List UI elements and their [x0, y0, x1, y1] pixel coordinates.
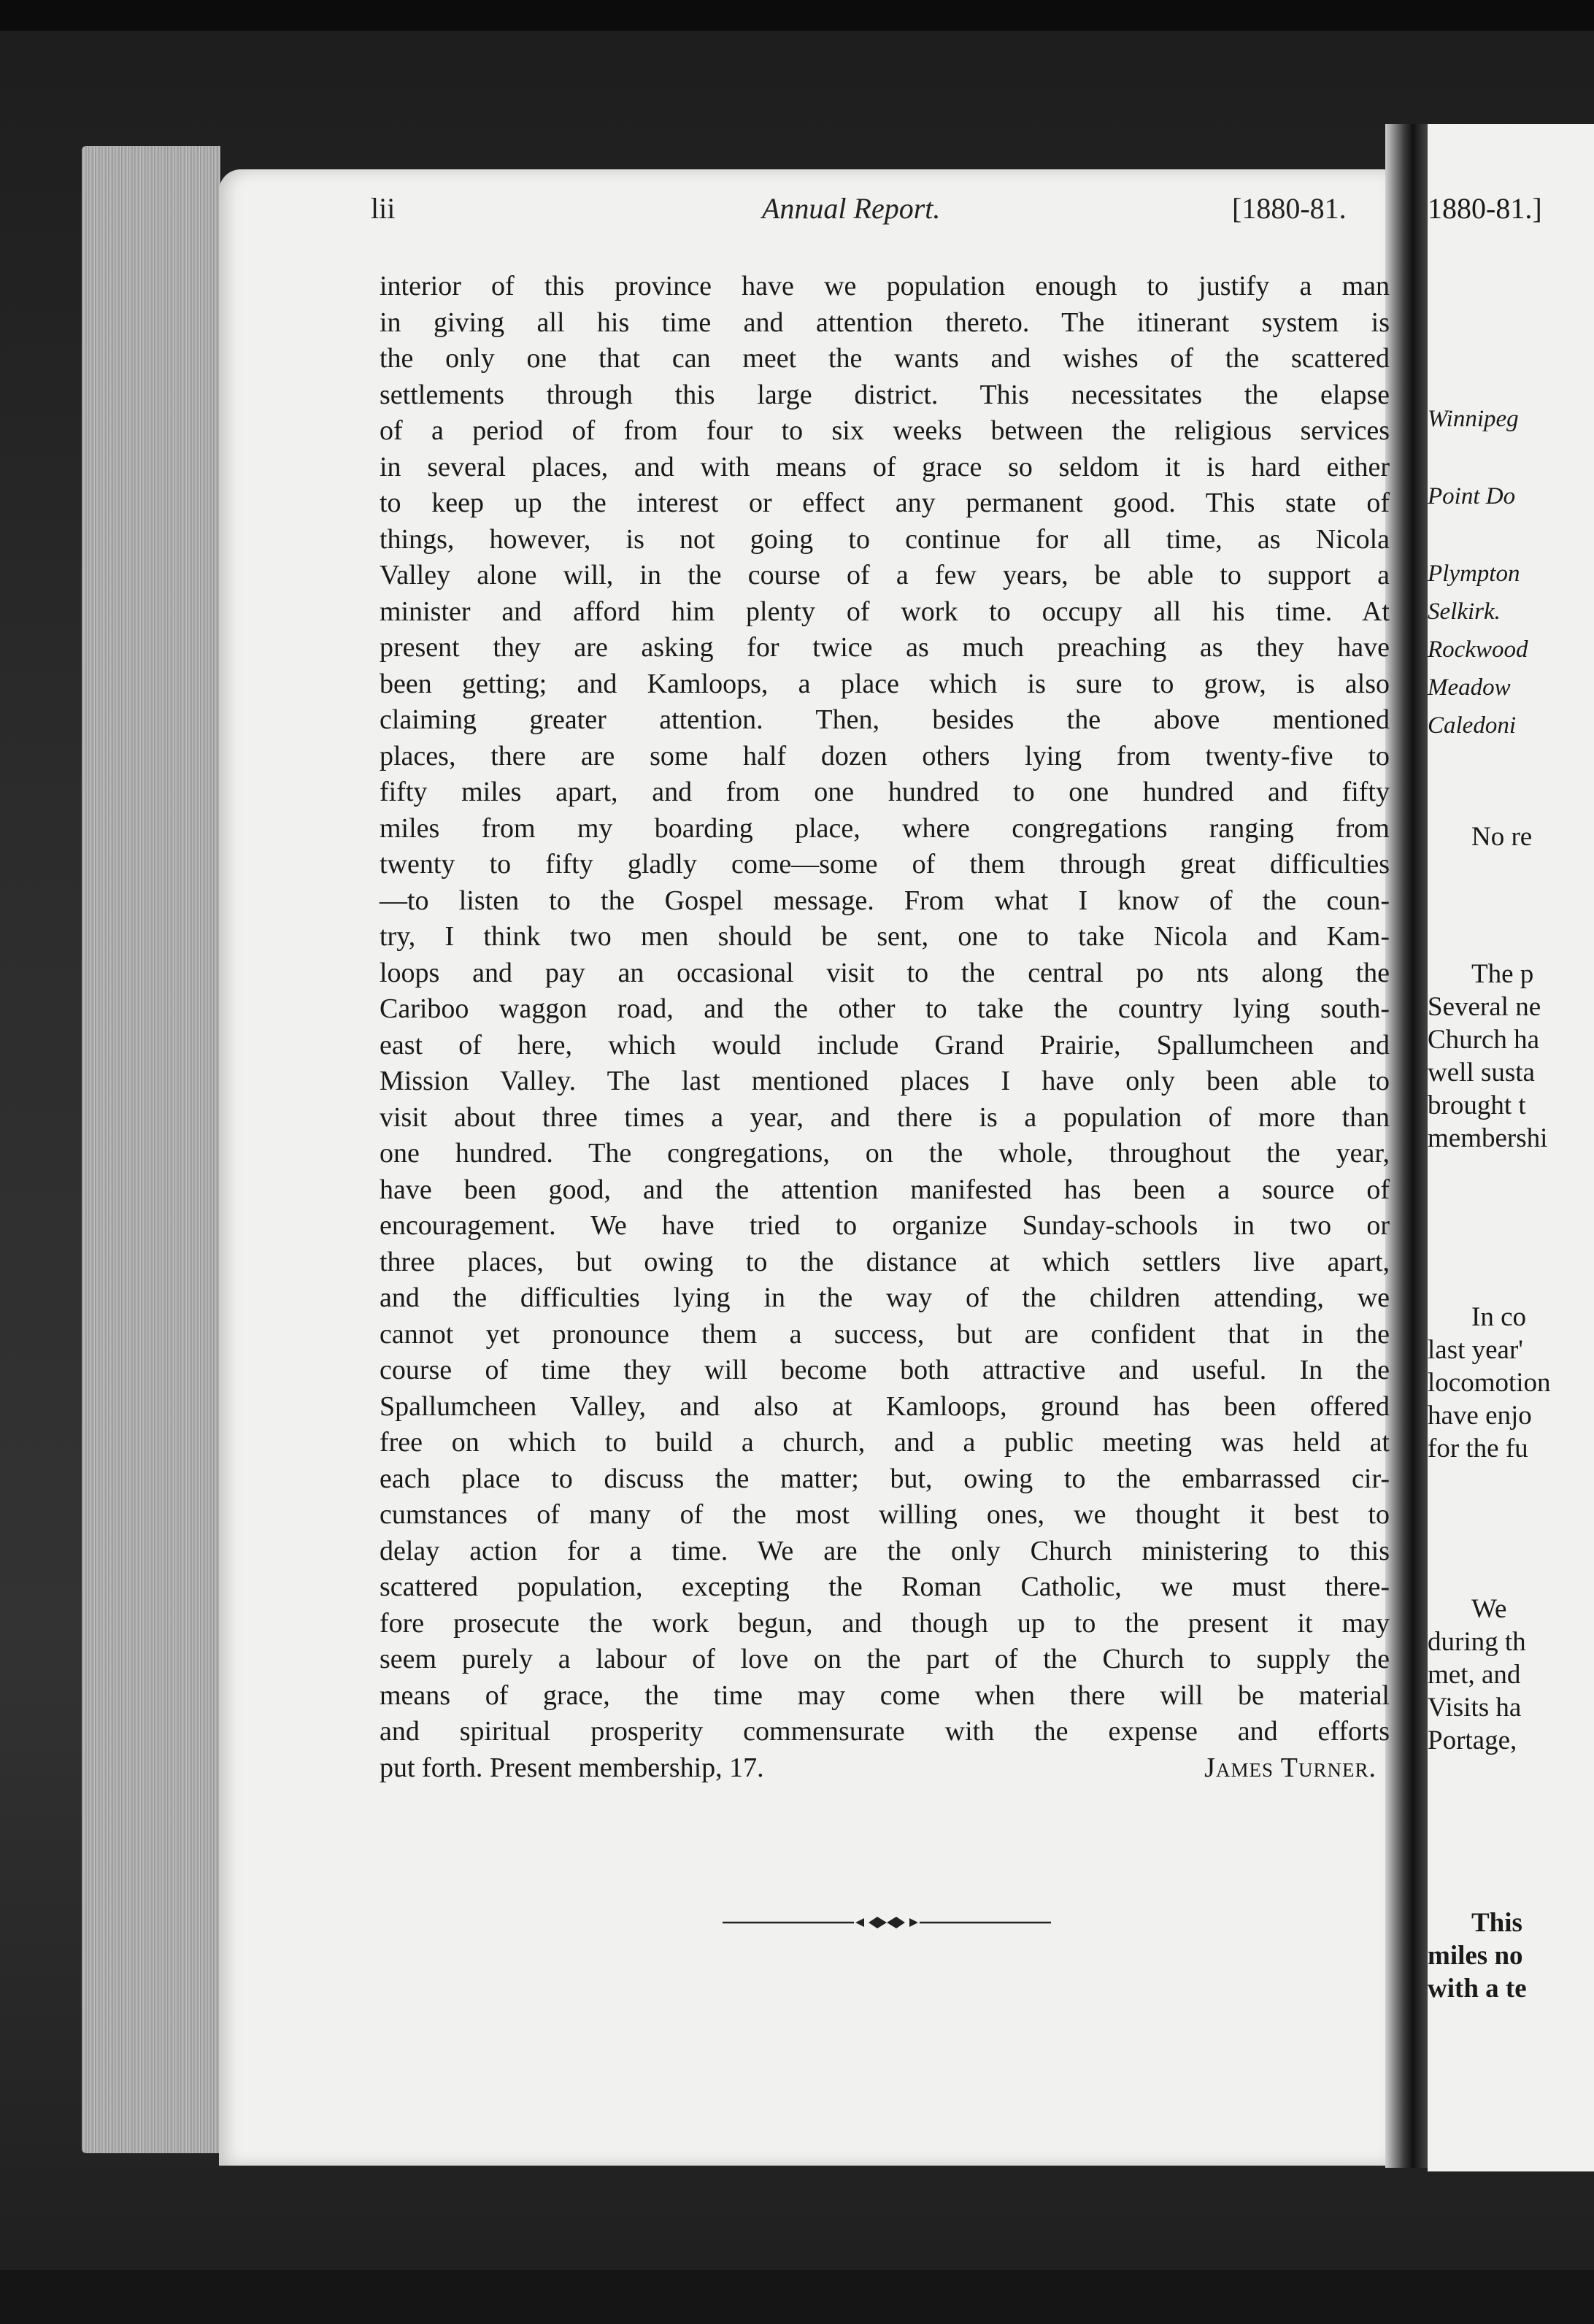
right-line: Church ha: [1428, 1025, 1540, 1055]
body-line: cumstances of many of the most willing ones, we thought it best to: [380, 1499, 1390, 1530]
body-line: means of grace, the time may come when there will be material: [380, 1679, 1390, 1711]
body-line: miles from my boarding place, where congregations ranging from: [380, 812, 1390, 844]
closing-text: put forth. Present membership, 17.: [380, 1752, 764, 1783]
page-folio: lii: [371, 192, 396, 225]
right-line: miles no: [1428, 1941, 1523, 1971]
body-line: encouragement. We have tried to organize Sunday-schools in two or: [380, 1210, 1390, 1241]
body-line: in several places, and with means of grace so seldom it is hard either: [380, 451, 1390, 482]
body-line: minister and afford him plenty of work to occupy all his time. At: [380, 596, 1390, 627]
right-line: This: [1471, 1908, 1522, 1938]
page-edges: [82, 146, 220, 2153]
body-line: have been good, and the attention manifested has been a source of: [380, 1174, 1390, 1205]
running-title: Annual Report.: [762, 192, 941, 225]
body-line: try, I think two men should be sent, one to take Nicola and Kam-: [380, 921, 1390, 952]
body-line: of a period of from four to six weeks between the religious services: [380, 415, 1390, 446]
body-line: interior of this province have we population enough to justify a man: [380, 271, 1390, 301]
right-line: membershi: [1428, 1123, 1548, 1153]
right-block-2: [1428, 1301, 1594, 1465]
running-year: [1880-81.: [1232, 192, 1347, 225]
body-line: —to listen to the Gospel message. From what I know of the coun-: [380, 885, 1390, 916]
body-line: Mission Valley. The last mentioned places I have only been able to: [380, 1066, 1390, 1096]
body-text: [380, 269, 1390, 1786]
body-line: each place to discuss the matter; but, owing to the embarrassed cir-: [380, 1463, 1390, 1494]
bottom-band: [0, 2270, 1594, 2324]
place-item: Meadow: [1428, 674, 1511, 701]
body-line: Cariboo waggon road, and the other to take the country lying south-: [380, 993, 1390, 1024]
right-page-head: 1880-81.]: [1428, 192, 1542, 225]
body-line: claiming greater attention. Then, besides the above mentioned: [380, 704, 1390, 735]
body-line: and the difficulties lying in the way of the children attending, we: [380, 1282, 1390, 1313]
place-item: Point Do: [1428, 483, 1516, 509]
body-line: present they are asking for twice as much preaching as they have: [380, 632, 1390, 663]
body-line: places, there are some half dozen others lying from twenty-five to: [380, 740, 1390, 772]
body-line: east of here, which would include Grand Prairie, Spallumcheen and: [380, 1029, 1390, 1061]
right-block-1: [1428, 958, 1594, 1155]
signature: James Turner.: [1204, 1752, 1377, 1783]
body-line: seem purely a labour of love on the part of the Church to supply the: [380, 1644, 1390, 1674]
right-line: with a te: [1428, 1974, 1527, 2004]
ornament-divider: [723, 1909, 1051, 1936]
right-line: Portage,: [1428, 1725, 1517, 1755]
body-line: delay action for a time. We are the only Church ministering to this: [380, 1535, 1390, 1566]
body-line: Spallumcheen Valley, and also at Kamloops, ground has been offered: [380, 1390, 1390, 1422]
right-block-4: [1428, 1906, 1594, 2005]
right-place-list: [1428, 400, 1594, 744]
body-line: the only one that can meet the wants and wishes of the scattered: [380, 343, 1390, 374]
place-item: Selkirk.: [1428, 599, 1501, 625]
body-line: course of time they will become both attractive and useful. In the: [380, 1355, 1390, 1385]
body-line: to keep up the interest or effect any permanent good. This state of: [380, 488, 1390, 518]
right-line: for the fu: [1428, 1434, 1528, 1463]
place-item: Winnipeg: [1428, 406, 1519, 432]
body-line: fore prosecute the work begun, and though up to the present it may: [380, 1607, 1390, 1639]
body-line: loops and pay an occasional visit to the central po nts along the: [380, 957, 1390, 988]
right-no-re: No re: [1471, 822, 1533, 852]
body-line: things, however, is not going to continue for all time, as Nicola: [380, 523, 1390, 555]
right-line: brought t: [1428, 1090, 1526, 1120]
place-item: Rockwood: [1428, 636, 1528, 663]
top-band: [0, 0, 1594, 31]
body-line: visit about three times a year, and there is a population of more than: [380, 1101, 1390, 1133]
right-line: Visits ha: [1428, 1693, 1522, 1723]
right-line: during th: [1428, 1627, 1526, 1657]
right-line: well susta: [1428, 1058, 1535, 1088]
body-line: twenty to fifty gladly come—some of them through great difficulties: [380, 849, 1390, 880]
place-item: Caledoni: [1428, 712, 1516, 739]
right-block-3: [1428, 1593, 1594, 1757]
right-line: We: [1471, 1594, 1507, 1624]
right-line: The p: [1471, 959, 1534, 989]
body-line: fifty miles apart, and from one hundred to one hundred and fifty: [380, 777, 1390, 807]
body-line: one hundred. The congregations, on the whole, throughout the year,: [380, 1138, 1390, 1169]
closing-line: [380, 1750, 1390, 1787]
body-line: settlements through this large district. This necessitates the elapse: [380, 379, 1390, 410]
body-line: three places, but owing to the distance at which settlers live apart,: [380, 1246, 1390, 1277]
body-line: Valley alone will, in the course of a few years, be able to support a: [380, 560, 1390, 590]
book-gutter: [1385, 124, 1428, 2168]
place-item: Plympton: [1428, 561, 1520, 587]
body-line: been getting; and Kamloops, a place which is sure to grow, is also: [380, 668, 1390, 699]
body-line: and spiritual prosperity commensurate with the expense and efforts: [380, 1716, 1390, 1747]
right-line: locomotion: [1428, 1368, 1551, 1398]
right-line: last year': [1428, 1335, 1523, 1365]
right-line: met, and: [1428, 1660, 1521, 1690]
body-line: in giving all his time and attention thereto. The itinerant system is: [380, 307, 1390, 338]
body-line: free on which to build a church, and a public meeting was held at: [380, 1427, 1390, 1458]
right-line: have enjo: [1428, 1401, 1532, 1431]
right-line: Several ne: [1428, 992, 1541, 1022]
body-line: scattered population, excepting the Roman Catholic, we must there-: [380, 1571, 1390, 1602]
right-line: In co: [1471, 1302, 1526, 1332]
body-line: cannot yet pronounce them a success, but are confident that in the: [380, 1318, 1390, 1350]
